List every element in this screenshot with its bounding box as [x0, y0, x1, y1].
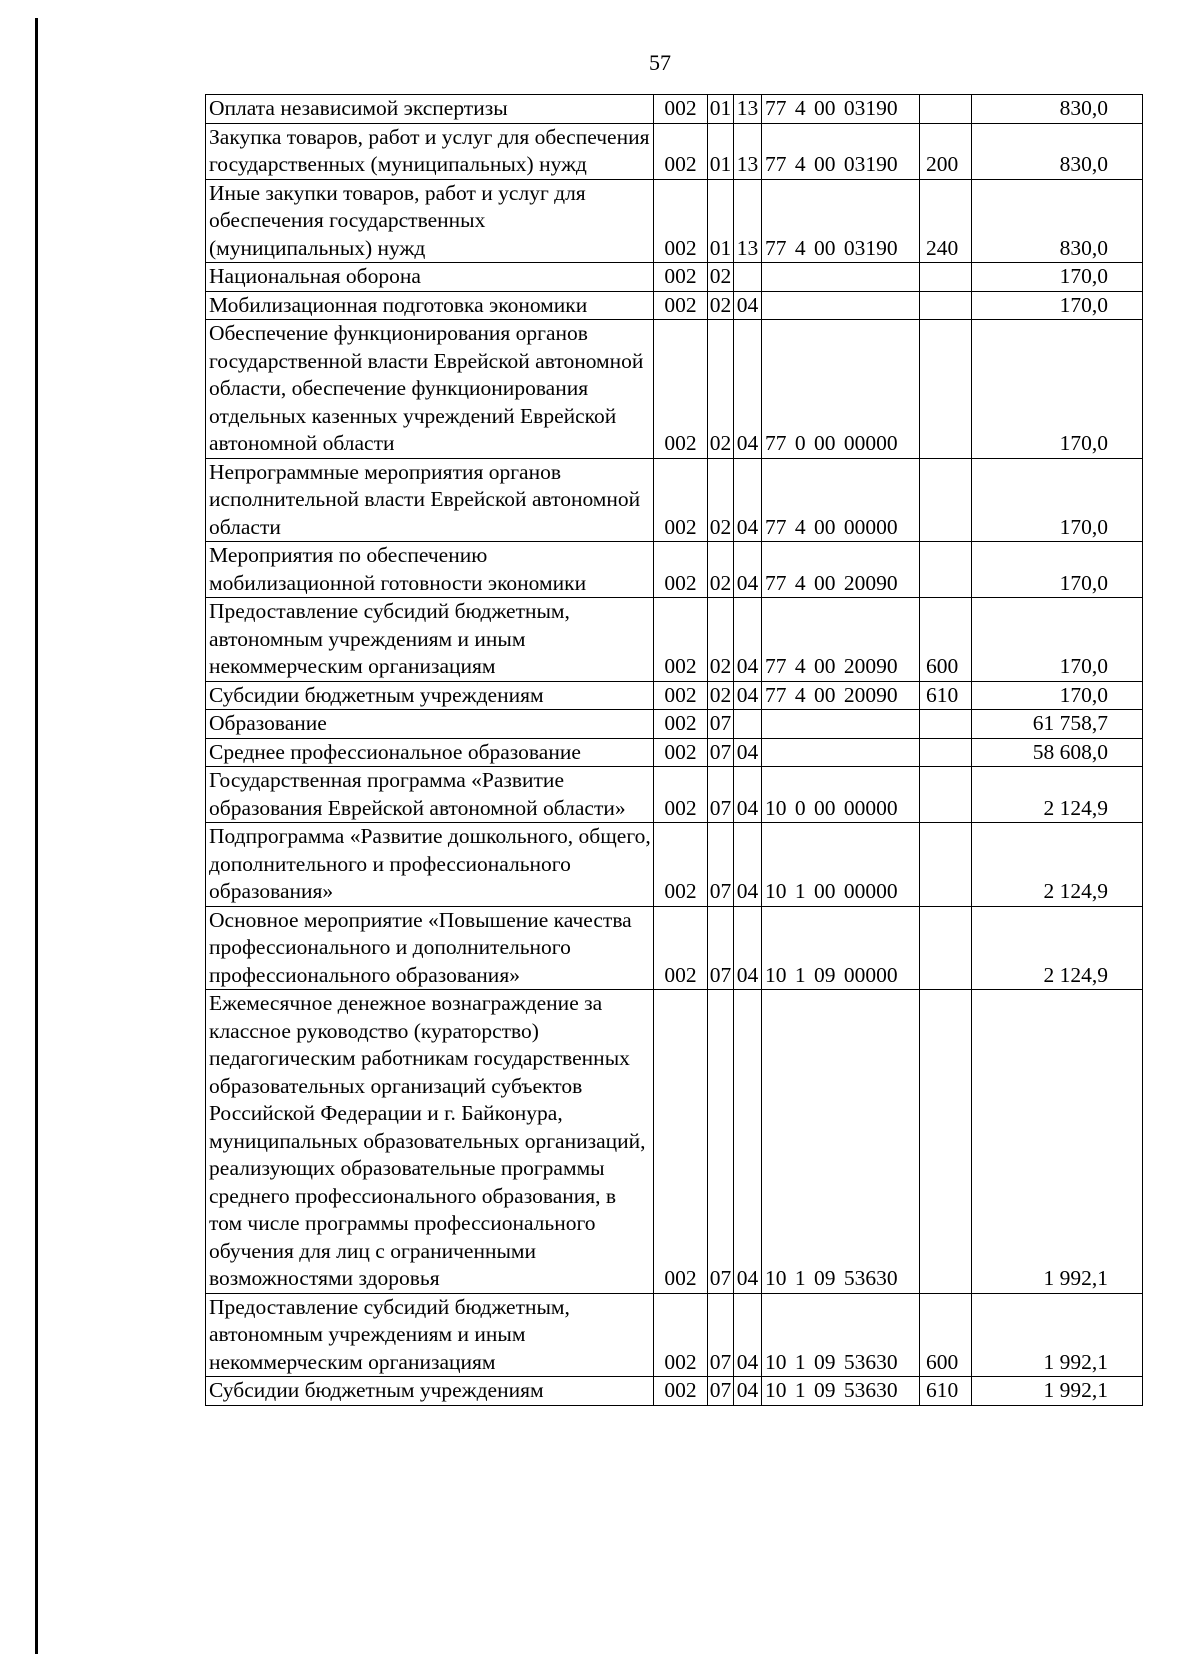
amount-cell: 170,0: [972, 542, 1143, 598]
vr-code-cell: [920, 767, 972, 823]
amount-cell: 170,0: [972, 263, 1143, 292]
csr-code-cell: 77 4 00 03190: [762, 95, 920, 124]
gr-code-cell: 002: [654, 990, 708, 1294]
vr-code-cell: [920, 95, 972, 124]
pr-code-cell: 04: [734, 458, 762, 542]
vr-code-cell: [920, 291, 972, 320]
table-row: [206, 823, 1143, 907]
table-row: [206, 681, 1143, 710]
expenditure-name-cell: Оплата независимой экспертизы: [206, 95, 654, 124]
vr-code-cell: [920, 320, 972, 459]
amount-cell: 61 758,7: [972, 710, 1143, 739]
amount-cell: 170,0: [972, 681, 1143, 710]
vr-code-cell: 610: [920, 1377, 972, 1406]
amount-cell: 1 992,1: [972, 990, 1143, 1294]
expenditure-name-cell: Закупка товаров, работ и услуг для обеспечения государственных (муниципальных) нужд: [206, 123, 654, 179]
rz-code-cell: 07: [708, 767, 734, 823]
pr-code-cell: 04: [734, 738, 762, 767]
pr-code-cell: 04: [734, 1377, 762, 1406]
budget-table: [205, 94, 1143, 1406]
gr-code-cell: 002: [654, 263, 708, 292]
table-row: [206, 263, 1143, 292]
rz-code-cell: 02: [708, 542, 734, 598]
rz-code-cell: 07: [708, 1377, 734, 1406]
table-row: [206, 906, 1143, 990]
vr-code-cell: [920, 710, 972, 739]
expenditure-name-cell: Образование: [206, 710, 654, 739]
csr-code-cell: 77 4 00 20090: [762, 598, 920, 682]
rz-code-cell: 02: [708, 291, 734, 320]
rz-code-cell: 01: [708, 123, 734, 179]
rz-code-cell: 02: [708, 263, 734, 292]
csr-code-cell: 10 1 09 53630: [762, 1293, 920, 1377]
rz-code-cell: 01: [708, 95, 734, 124]
pr-code-cell: 04: [734, 767, 762, 823]
amount-cell: 1 992,1: [972, 1293, 1143, 1377]
gr-code-cell: 002: [654, 1293, 708, 1377]
pr-code-cell: 04: [734, 291, 762, 320]
gr-code-cell: 002: [654, 179, 708, 263]
gr-code-cell: 002: [654, 710, 708, 739]
expenditure-name-cell: Иные закупки товаров, работ и услуг для обеспечения государственных (муниципальных) нужд: [206, 179, 654, 263]
vr-code-cell: [920, 542, 972, 598]
vr-code-cell: [920, 906, 972, 990]
csr-code-cell: 77 4 00 03190: [762, 179, 920, 263]
table-row: [206, 767, 1143, 823]
pr-code-cell: 04: [734, 990, 762, 1294]
rz-code-cell: 07: [708, 823, 734, 907]
gr-code-cell: 002: [654, 823, 708, 907]
expenditure-name-cell: Непрограммные мероприятия органов исполнительной власти Еврейской автономной области: [206, 458, 654, 542]
table-row: [206, 320, 1143, 459]
gr-code-cell: 002: [654, 123, 708, 179]
rz-code-cell: 07: [708, 1293, 734, 1377]
pr-code-cell: 13: [734, 179, 762, 263]
table-body: [206, 95, 1143, 1406]
csr-code-cell: 77 0 00 00000: [762, 320, 920, 459]
amount-cell: 58 608,0: [972, 738, 1143, 767]
amount-cell: 170,0: [972, 320, 1143, 459]
expenditure-name-cell: Мобилизационная подготовка экономики: [206, 291, 654, 320]
gr-code-cell: 002: [654, 95, 708, 124]
vr-code-cell: 600: [920, 598, 972, 682]
csr-code-cell: 77 4 00 03190: [762, 123, 920, 179]
amount-cell: 830,0: [972, 95, 1143, 124]
csr-code-cell: 10 1 00 00000: [762, 823, 920, 907]
csr-code-cell: 10 1 09 53630: [762, 990, 920, 1294]
vr-code-cell: [920, 263, 972, 292]
amount-cell: 1 992,1: [972, 1377, 1143, 1406]
pr-code-cell: 04: [734, 542, 762, 598]
table-row: [206, 1293, 1143, 1377]
vr-code-cell: 600: [920, 1293, 972, 1377]
gr-code-cell: 002: [654, 542, 708, 598]
table-row: [206, 990, 1143, 1294]
pr-code-cell: 04: [734, 598, 762, 682]
amount-cell: 170,0: [972, 458, 1143, 542]
pr-code-cell: [734, 710, 762, 739]
pr-code-cell: 04: [734, 823, 762, 907]
gr-code-cell: 002: [654, 291, 708, 320]
amount-cell: 830,0: [972, 123, 1143, 179]
left-margin-line: [35, 18, 38, 1654]
pr-code-cell: 13: [734, 95, 762, 124]
expenditure-name-cell: Государственная программа «Развитие образования Еврейской автономной области»: [206, 767, 654, 823]
rz-code-cell: 07: [708, 738, 734, 767]
expenditure-name-cell: Субсидии бюджетным учреждениям: [206, 1377, 654, 1406]
table-row: [206, 1377, 1143, 1406]
expenditure-name-cell: Ежемесячное денежное вознаграждение за классное руководство (кураторство) педагогическим работникам государственных образовательных организаций субъектов Российской Федерации и г. Байконура, муниципальных образовательных организаций, реализующих образовательные программы среднего профессионального образования, в том числе программы профессионального обучения для лиц с ограниченными возможностями здоровья: [206, 990, 654, 1294]
table-row: [206, 738, 1143, 767]
expenditure-name-cell: Основное мероприятие «Повышение качества профессионального и дополнительного профессионального образования»: [206, 906, 654, 990]
amount-cell: 830,0: [972, 179, 1143, 263]
rz-code-cell: 07: [708, 710, 734, 739]
rz-code-cell: 02: [708, 598, 734, 682]
csr-code-cell: 77 4 00 00000: [762, 458, 920, 542]
vr-code-cell: 610: [920, 681, 972, 710]
pr-code-cell: [734, 263, 762, 292]
amount-cell: 2 124,9: [972, 823, 1143, 907]
pr-code-cell: 04: [734, 320, 762, 459]
expenditure-name-cell: Мероприятия по обеспечению мобилизационной готовности экономики: [206, 542, 654, 598]
gr-code-cell: 002: [654, 681, 708, 710]
gr-code-cell: 002: [654, 1377, 708, 1406]
gr-code-cell: 002: [654, 598, 708, 682]
pr-code-cell: 04: [734, 1293, 762, 1377]
pr-code-cell: 04: [734, 906, 762, 990]
gr-code-cell: 002: [654, 906, 708, 990]
vr-code-cell: [920, 458, 972, 542]
csr-code-cell: 10 1 09 53630: [762, 1377, 920, 1406]
amount-cell: 2 124,9: [972, 906, 1143, 990]
csr-code-cell: [762, 263, 920, 292]
rz-code-cell: 01: [708, 179, 734, 263]
expenditure-name-cell: Подпрограмма «Развитие дошкольного, общего, дополнительного и профессионального образования»: [206, 823, 654, 907]
gr-code-cell: 002: [654, 458, 708, 542]
csr-code-cell: 77 4 00 20090: [762, 542, 920, 598]
rz-code-cell: 02: [708, 458, 734, 542]
table-row: [206, 598, 1143, 682]
csr-code-cell: [762, 738, 920, 767]
gr-code-cell: 002: [654, 738, 708, 767]
vr-code-cell: 240: [920, 179, 972, 263]
vr-code-cell: 200: [920, 123, 972, 179]
table-row: [206, 179, 1143, 263]
csr-code-cell: 10 0 00 00000: [762, 767, 920, 823]
csr-code-cell: 10 1 09 00000: [762, 906, 920, 990]
rz-code-cell: 07: [708, 990, 734, 1294]
expenditure-name-cell: Предоставление субсидий бюджетным, автономным учреждениям и иным некоммерческим организациям: [206, 1293, 654, 1377]
table-row: [206, 95, 1143, 124]
expenditure-name-cell: Обеспечение функционирования органов государственной власти Еврейской автономной области, обеспечение функционирования отдельных казенных учреждений Еврейской автономной области: [206, 320, 654, 459]
table-row: [206, 458, 1143, 542]
pr-code-cell: 04: [734, 681, 762, 710]
rz-code-cell: 07: [708, 906, 734, 990]
gr-code-cell: 002: [654, 320, 708, 459]
expenditure-name-cell: Субсидии бюджетным учреждениям: [206, 681, 654, 710]
table-row: [206, 123, 1143, 179]
csr-code-cell: 77 4 00 20090: [762, 681, 920, 710]
table-row: [206, 542, 1143, 598]
table-row: [206, 710, 1143, 739]
pr-code-cell: 13: [734, 123, 762, 179]
vr-code-cell: [920, 990, 972, 1294]
table-row: [206, 291, 1143, 320]
rz-code-cell: 02: [708, 320, 734, 459]
amount-cell: 170,0: [972, 291, 1143, 320]
csr-code-cell: [762, 710, 920, 739]
page-number: 57: [649, 50, 671, 75]
expenditure-name-cell: Среднее профессиональное образование: [206, 738, 654, 767]
amount-cell: 170,0: [972, 598, 1143, 682]
gr-code-cell: 002: [654, 767, 708, 823]
expenditure-name-cell: Предоставление субсидий бюджетным, автономным учреждениям и иным некоммерческим организациям: [206, 598, 654, 682]
expenditure-name-cell: Национальная оборона: [206, 263, 654, 292]
amount-cell: 2 124,9: [972, 767, 1143, 823]
rz-code-cell: 02: [708, 681, 734, 710]
vr-code-cell: [920, 823, 972, 907]
vr-code-cell: [920, 738, 972, 767]
csr-code-cell: [762, 291, 920, 320]
